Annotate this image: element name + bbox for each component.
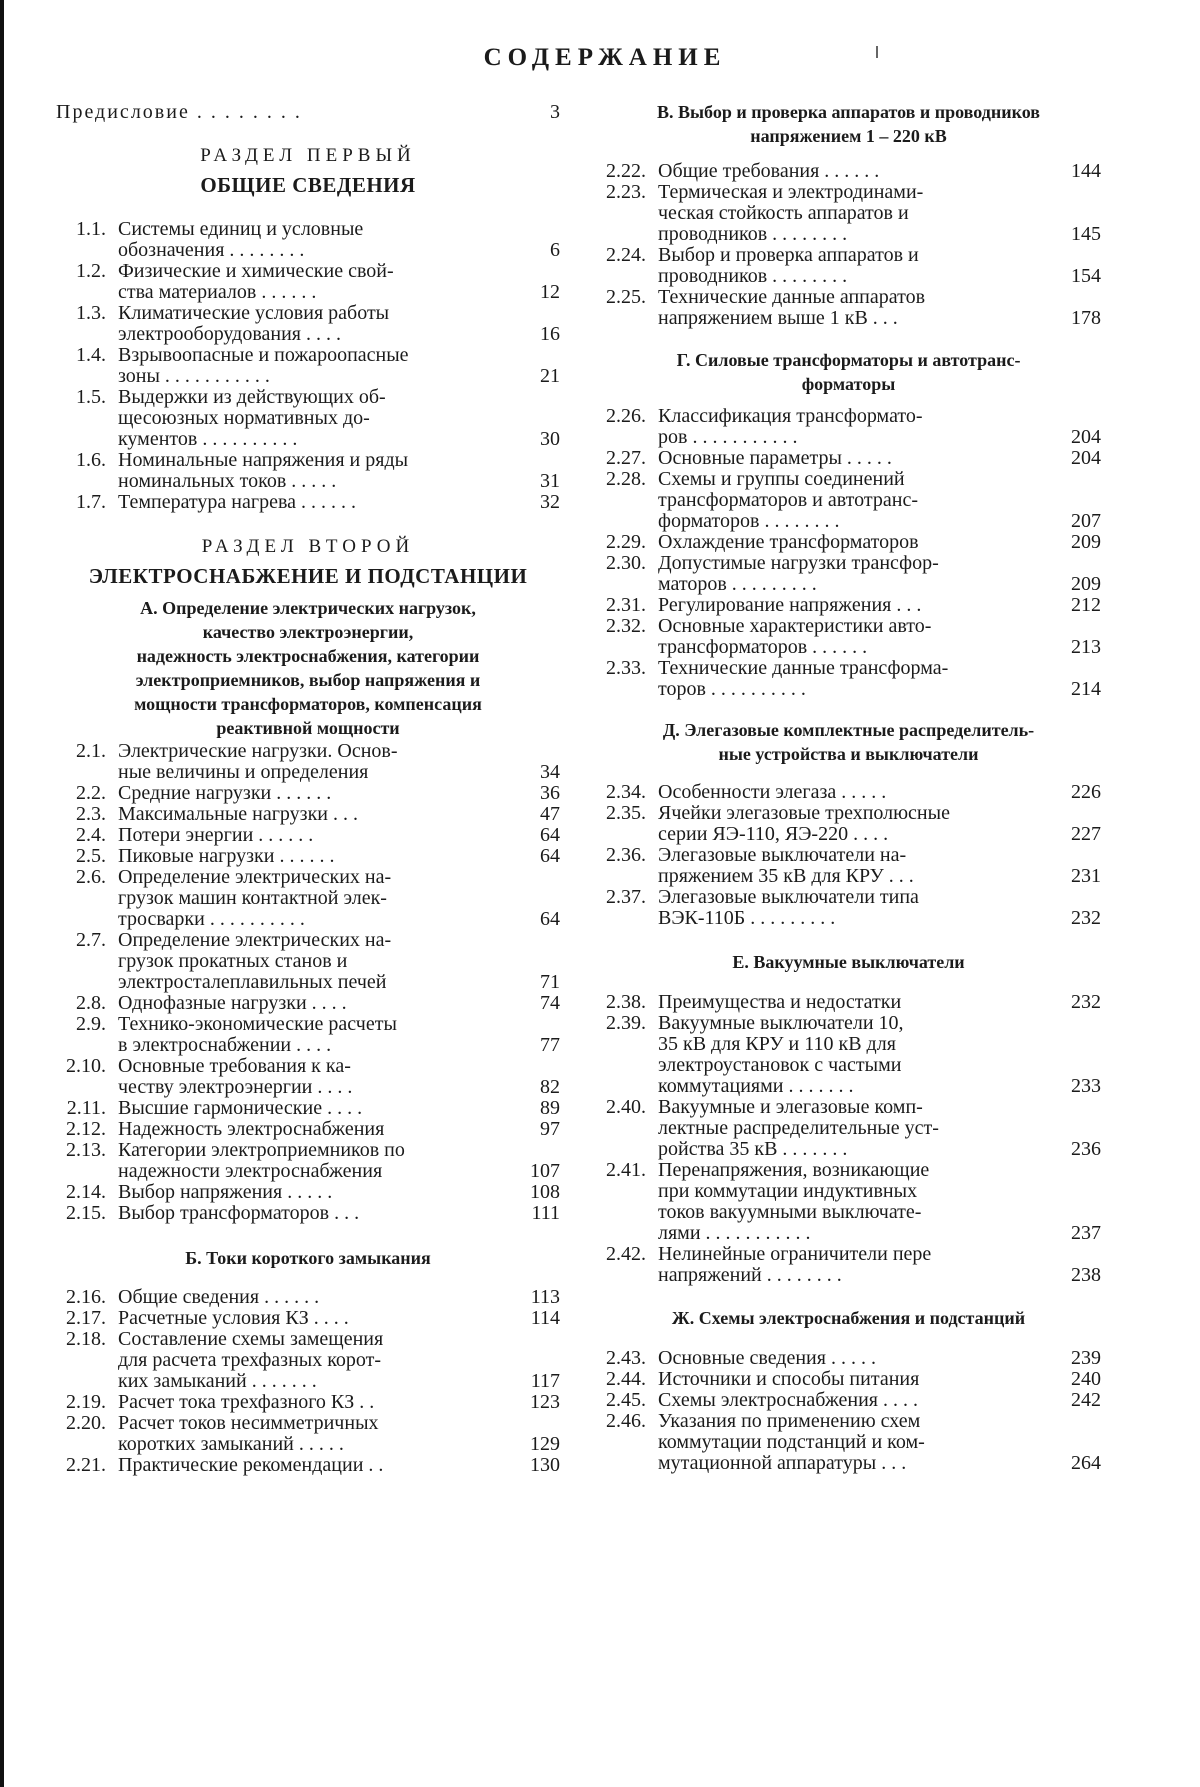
entry-title-line: Термическая и электродинами- [658,181,924,203]
entry-number: 2.18. [66,1328,106,1350]
entry-page: 231 [1071,865,1101,887]
subsection-d-heading [596,718,1101,766]
entry-title-line: Классификация трансформато- [658,405,923,427]
entry-title-line: Высшие гармонические . . . . [118,1097,363,1119]
entry-number: 2.5. [76,845,106,867]
entry-page: 89 [540,1097,560,1119]
entry-title-line: ства материалов . . . . . . [118,281,317,303]
entry-title-line: ких замыканий . . . . . . . [118,1370,317,1392]
entry-title-line: щесоюзных нормативных до- [118,407,370,429]
entry-page: 178 [1071,307,1101,329]
entry-number: 1.5. [76,386,106,408]
entry-page: 32 [540,491,560,513]
entry-title-line: Климатические условия работы [118,302,390,324]
entry-title-line: Расчет тока трехфазного КЗ . . [118,1391,375,1413]
entry-title-line: Преимущества и недостатки [658,991,902,1013]
entry-title-line: лями . . . . . . . . . . . [658,1222,811,1244]
subsection-a-line-2: качество электроэнергии, [202,622,414,642]
entry-title-line: Общие сведения . . . . . . [118,1286,320,1308]
entry-title-line: Взрывоопасные и пожароопасные [118,344,409,366]
entry-title-line: Составление схемы замещения [118,1328,384,1350]
entry-page: 113 [530,1286,560,1308]
entry-number: 2.29. [606,531,646,553]
section-2-caption: РАЗДЕЛ ВТОРОЙ [201,536,415,557]
entry-page: 74 [540,992,560,1014]
entry-page: 64 [540,845,560,867]
entry-number: 2.7. [76,929,106,951]
entry-number: 2.24. [606,244,646,266]
entry-page: 108 [530,1181,560,1203]
entry-page: 204 [1071,426,1101,448]
entry-number: 2.31. [606,594,646,616]
entry-page: 16 [540,323,560,345]
entry-number: 2.13. [66,1139,106,1161]
entry-title-line: Вакуумные и элегазовые комп- [658,1096,923,1118]
subsection-zh-heading: Ж. Схемы электроснабжения и подстанций [671,1308,1026,1328]
entry-title-line: Средние нагрузки . . . . . . [118,782,332,804]
entry-title-line: Максимальные нагрузки . . . [118,803,358,825]
entry-page: 233 [1071,1075,1101,1097]
entry-number: 2.43. [606,1347,646,1369]
entry-title-line: Особенности элегаза . . . . . [658,781,887,803]
entry-title-line: коммутациями . . . . . . . [658,1075,854,1097]
entry-number: 2.10. [66,1055,106,1077]
entry-title-line: ройства 35 кВ . . . . . . . [658,1138,848,1160]
entry-number: 2.14. [66,1181,106,1203]
entry-number: 2.28. [606,468,646,490]
entry-title-line: для расчета трехфазных корот- [118,1349,382,1371]
entry-title-line: кументов . . . . . . . . . . [118,428,298,450]
entry-number: 2.4. [76,824,106,846]
entry-number: 2.39. [606,1012,646,1034]
entry-title-line: обозначения . . . . . . . . [118,239,305,261]
entry-number: 2.46. [606,1410,646,1432]
entry-page: 144 [1071,160,1101,182]
entry-number: 1.7. [76,491,106,513]
entry-page: 64 [540,908,560,930]
entry-page: 236 [1071,1138,1101,1160]
entry-number: 2.6. [76,866,106,888]
subsection-v-line-1: В. Выбор и проверка аппаратов и проводников [656,102,1041,122]
entry-number: 2.30. [606,552,646,574]
entry-title-line: Выбор трансформаторов . . . [118,1202,360,1224]
entry-title-line: мутационной аппаратуры . . . [658,1452,907,1474]
entry-page: 111 [531,1202,560,1224]
entry-page: 12 [540,281,560,303]
entry-title-line: ческая стойкость аппаратов и [658,202,909,224]
entry-title-line: лектные распределительные уст- [658,1117,939,1139]
entry-title-line: Схемы электроснабжения . . . . [658,1389,918,1411]
entry-page: 238 [1071,1264,1101,1286]
entry-title-line: электросталеплавильных печей [118,971,387,993]
entry-title-line: Вакуумные выключатели 10, [658,1012,904,1034]
section-1-caption: РАЗДЕЛ ПЕРВЫЙ [200,145,416,166]
subsection-g-line-1: Г. Силовые трансформаторы и автотранс- [676,350,1021,370]
entry-title-line: Элегазовые выключатели типа [658,886,919,908]
entry-number: 2.21. [66,1454,106,1476]
entry-number: 2.36. [606,844,646,866]
entry-title-line: Допустимые нагрузки трансфор- [658,552,939,574]
entry-page: 129 [530,1433,560,1455]
entry-title-line: Основные параметры . . . . . [658,447,892,469]
entry-title-line: грузок прокатных станов и [118,950,348,972]
entry-title-line: ров . . . . . . . . . . . [658,426,798,448]
entry-title-line: Общие требования . . . . . . [658,160,880,182]
entry-page: 82 [540,1076,560,1098]
entry-number: 2.16. [66,1286,106,1308]
entry-number: 1.6. [76,449,106,471]
entry-number: 2.17. [66,1307,106,1329]
entry-number: 2.45. [606,1389,646,1411]
entry-title-line: надежности электроснабжения [118,1160,383,1182]
entry-number: 2.32. [606,615,646,637]
subsection-d-line-2: ные устройства и выключатели [718,744,979,764]
entry-number: 2.34. [606,781,646,803]
entry-title-line: Определение электрических на- [118,929,392,951]
entry-title-line: Технико-экономические расчеты [118,1013,397,1035]
entry-number: 2.8. [76,992,106,1014]
entry-title-line: в электроснабжении . . . . [118,1034,332,1056]
entry-title-line: трансформаторов и автотранс- [658,489,918,511]
entry-title-line: Расчет токов несимметричных [118,1412,379,1434]
subsection-a-line-3: надежность электроснабжения, категории [136,646,480,666]
entry-page: 117 [530,1370,560,1392]
entry-page: 237 [1071,1222,1101,1244]
entry-number: 2.23. [606,181,646,203]
entry-title-line: 35 кВ для КРУ и 110 кВ для [658,1033,896,1055]
entry-number: 2.22. [606,160,646,182]
entry-page: 214 [1071,678,1101,700]
entry-title-line: маторов . . . . . . . . . [658,573,817,595]
entry-number: 2.44. [606,1368,646,1390]
entry-page: 227 [1071,823,1101,845]
entry-page: 213 [1071,636,1101,658]
entry-title-line: Надежность электроснабжения [118,1118,385,1140]
entry-page: 130 [530,1454,560,1476]
entry-number: 2.35. [606,802,646,824]
entry-title-line: пряжением 35 кВ для КРУ . . . [658,865,914,887]
entry-title-line: Технические данные аппаратов [658,286,926,308]
entry-page: 97 [540,1118,560,1140]
entry-title-line: Практические рекомендации . . [118,1454,384,1476]
subsection-a-line-6: реактивной мощности [216,718,400,738]
entry-title-line: коммутации подстанций и ком- [658,1431,925,1453]
entry-title-line: Основные характеристики авто- [658,615,932,637]
entry-page: 264 [1071,1452,1101,1474]
entry-title-line: номинальных токов . . . . . [118,470,337,492]
subsection-a-line-4: электроприемников, выбор напряжения и [135,670,481,690]
entry-number: 2.2. [76,782,106,804]
entry-title-line: токов вакуумными выключате- [658,1201,922,1223]
entry-number: 1.4. [76,344,106,366]
entry-number: 2.25. [606,286,646,308]
entry-title-line: электрооборудования . . . . [118,323,342,345]
page-edge-line [0,0,4,1787]
entry-title-line: Определение электрических на- [118,866,392,888]
entry-title-line: Номинальные напряжения и ряды [118,449,409,471]
entry-number: 2.19. [66,1391,106,1413]
entry-title-line: проводников . . . . . . . . [658,223,848,245]
entry-number: 2.27. [606,447,646,469]
entry-number: 1.1. [76,218,106,240]
entry-page: 212 [1071,594,1101,616]
entry-page: 36 [540,782,560,804]
entry-title-line: Однофазные нагрузки . . . . [118,992,347,1014]
entry-number: 2.37. [606,886,646,908]
entry-page: 209 [1071,531,1101,553]
entry-page: 123 [530,1391,560,1413]
entry-title-line: грузок машин контактной элек- [118,887,387,909]
entry-page: 204 [1071,447,1101,469]
entry-title-line: ные величины и определения [118,761,369,783]
entry-number: 2.40. [606,1096,646,1118]
entry-title-line: ВЭК-110Б . . . . . . . . . [658,907,836,929]
entry-number: 2.3. [76,803,106,825]
entry-page: 34 [540,761,560,783]
entry-number: 2.1. [76,740,106,762]
entry-title-line: Основные сведения . . . . . [658,1347,876,1369]
entry-number: 2.42. [606,1243,646,1265]
entry-number: 1.2. [76,260,106,282]
subsection-d-line-1: Д. Элегазовые комплектные распределитель- [662,720,1035,740]
entry-title-line: Регулирование напряжения . . . [658,594,922,616]
subsection-v-line-2: напряжением 1 – 220 кВ [750,126,947,146]
entry-title-line: Потери энергии . . . . . . [118,824,314,846]
entry-page: 107 [530,1160,560,1182]
entry-title-line: коротких замыканий . . . . . [118,1433,344,1455]
entry-title-line: Нелинейные ограничители пере [658,1243,932,1265]
entry-number: 2.15. [66,1202,106,1224]
entry-title-line: электроустановок с частыми [658,1054,902,1076]
entry-title-line: Технические данные трансформа- [658,657,949,679]
subsection-a-line-1: А. Определение электрических нагрузок, [140,598,476,618]
entry-page: 21 [540,365,560,387]
entry-page: 209 [1071,573,1101,595]
entry-title-line: Пиковые нагрузки . . . . . . [118,845,335,867]
entry-title-line: Температура нагрева . . . . . . [118,491,356,513]
entry-title-line: Ячейки элегазовые трехполюсные [658,802,950,824]
subsection-a-heading [56,596,560,740]
entry-title-line: трансформаторов . . . . . . [658,636,868,658]
entry-title-line: напряжений . . . . . . . . [658,1264,842,1286]
entry-title-line: Источники и способы питания [658,1368,920,1390]
entry-page: 145 [1071,223,1101,245]
entry-number: 2.38. [606,991,646,1013]
subsection-g-heading [596,348,1101,396]
entry-title-line: Категории электроприемников по [118,1139,405,1161]
entry-title-line: честву электроэнергии . . . . [118,1076,353,1098]
entry-title-line: Элегазовые выключатели на- [658,844,907,866]
entry-page: 232 [1071,991,1101,1013]
entry-page: 64 [540,824,560,846]
entry-page: 207 [1071,510,1101,532]
entry-number: 2.33. [606,657,646,679]
entry-page: 242 [1071,1389,1101,1411]
entry-title-line: Электрические нагрузки. Основ- [118,740,398,762]
entry-number: 2.12. [66,1118,106,1140]
entry-page: 232 [1071,907,1101,929]
entry-page: 239 [1071,1347,1101,1369]
preface-page: 3 [550,101,560,123]
entry-title-line: зоны . . . . . . . . . . . [118,365,270,387]
entry-title-line: Выбор и проверка аппаратов и [658,244,919,266]
section-2-heading: ЭЛЕКТРОСНАБЖЕНИЕ И ПОДСТАНЦИИ [88,564,528,588]
preface-label: Предисловие . . . . . . . . [56,101,302,123]
entry-title-line: тросварки . . . . . . . . . . [118,908,305,930]
entry-title-line: Физические и химические свой- [118,260,394,282]
entry-number: 2.26. [606,405,646,427]
entry-title-line: Системы единиц и условные [118,218,364,240]
entry-title-line: форматоров . . . . . . . . [658,510,840,532]
entry-page: 31 [540,470,560,492]
subsection-a-line-5: мощности трансформаторов, компенсация [134,694,482,714]
entry-title-line: напряжением выше 1 кВ . . . [658,307,898,329]
subsection-b-heading: Б. Токи короткого замыкания [185,1248,431,1268]
entry-page: 30 [540,428,560,450]
entry-number: 1.3. [76,302,106,324]
entry-title-line: Расчетные условия КЗ . . . . [118,1307,349,1329]
entry-title-line: Охлаждение трансформаторов [658,531,919,553]
entry-page: 47 [540,803,560,825]
entry-title-line: торов . . . . . . . . . . [658,678,806,700]
entry-title-line: серии ЯЭ-110, ЯЭ-220 . . . . [658,823,889,845]
entry-title-line: Указания по применению схем [658,1410,921,1432]
entry-title-line: Схемы и группы соединений [658,468,905,490]
entry-title-line: Перенапряжения, возникающие [658,1159,930,1181]
entry-title-line: Выдержки из действующих об- [118,386,386,408]
subsection-e-heading: Е. Вакуумные выключатели [732,952,965,972]
entry-page: 154 [1071,265,1101,287]
entry-page: 240 [1071,1368,1101,1390]
subsection-g-line-2: форматоры [801,374,896,394]
entry-title-line: Выбор напряжения . . . . . [118,1181,333,1203]
entry-number: 2.20. [66,1412,106,1434]
entry-number: 2.9. [76,1013,106,1035]
entry-title-line: проводников . . . . . . . . [658,265,848,287]
page-title: СОДЕРЖАНИЕ [483,44,727,71]
entry-title-line: Основные требования к ка- [118,1055,351,1077]
entry-title-line: при коммутации индуктивных [658,1180,918,1202]
entry-number: 2.11. [66,1097,106,1119]
entry-page: 6 [550,239,560,261]
section-1-heading: ОБЩИЕ СВЕДЕНИЯ [200,173,416,197]
entry-number: 2.41. [606,1159,646,1181]
entry-page: 226 [1071,781,1101,803]
entry-page: 114 [530,1307,560,1329]
entry-page: 77 [540,1034,560,1056]
entry-page: 71 [540,971,560,993]
subsection-v-heading [596,100,1101,148]
